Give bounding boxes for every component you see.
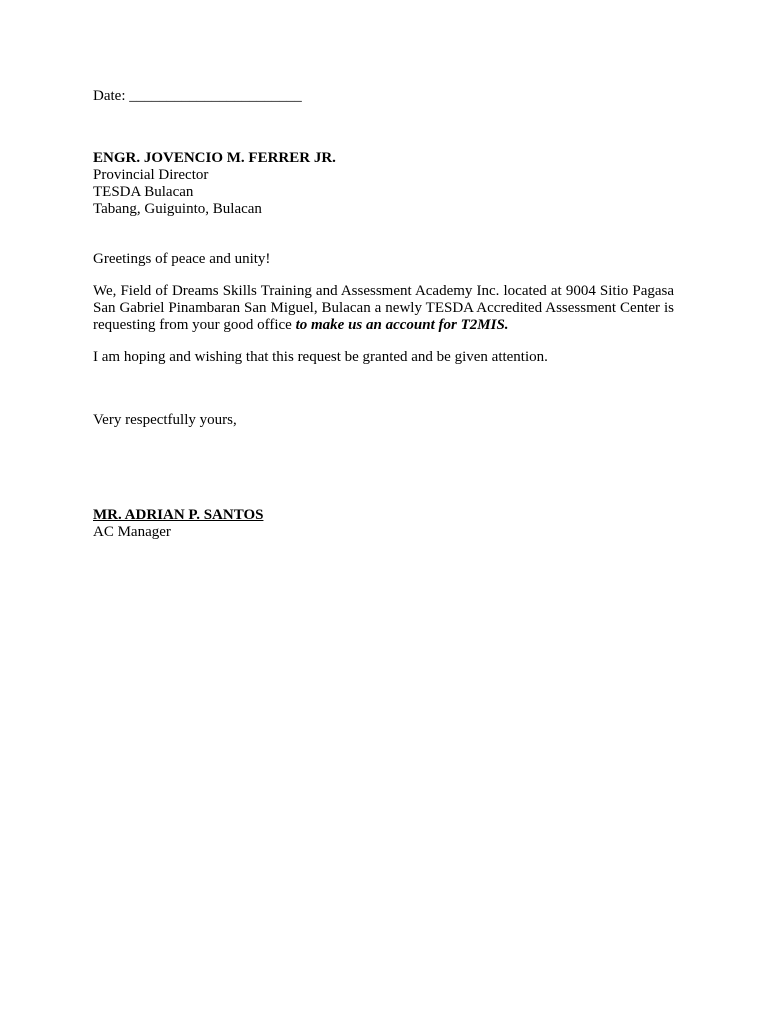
greeting-text: Greetings of peace and unity!: [93, 251, 271, 267]
date-line: [93, 88, 674, 105]
signatory-name: MR. ADRIAN P. SANTOS: [93, 507, 264, 523]
signature-block: [93, 507, 674, 541]
closing-text: Very respectfully yours,: [93, 412, 237, 428]
body-paragraph: [93, 283, 674, 334]
second-paragraph-text: I am hoping and wishing that this request be granted and be given attention.: [93, 349, 548, 365]
recipient-name: ENGR. JOVENCIO M. FERRER JR.: [93, 150, 336, 166]
second-paragraph: [93, 349, 674, 366]
recipient-title: Provincial Director: [93, 167, 209, 183]
recipient-block: [93, 150, 674, 218]
recipient-office: TESDA Bulacan: [93, 184, 194, 200]
body-paragraph-text: We, Field of Dreams Skills Training and Assessment Academy Inc. located at 9004 Sitio Pagasa San Gabriel Pinambaran San Miguel, Bulacan a newly TESDA Accredited Assessment Center is requesting from your good office: [93, 283, 674, 333]
closing: [93, 412, 674, 429]
greeting: [93, 251, 674, 268]
recipient-address: Tabang, Guiguinto, Bulacan: [93, 201, 262, 217]
date-label: Date: _______________________: [93, 88, 302, 104]
body-paragraph-emphasis: to make us an account for T2MIS.: [295, 317, 509, 333]
signatory-position: AC Manager: [93, 524, 171, 540]
